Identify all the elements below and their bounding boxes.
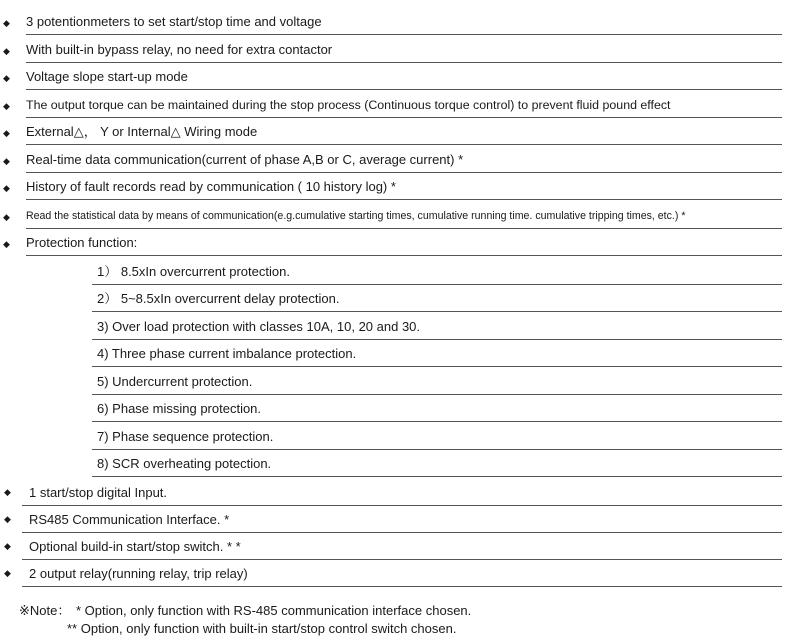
list-item xyxy=(0,566,800,593)
list-item xyxy=(0,401,800,428)
diamond-bullet-icon: ◆ xyxy=(3,128,10,138)
divider xyxy=(92,366,782,367)
list-item xyxy=(0,374,800,401)
list-item xyxy=(0,124,800,151)
diamond-bullet-icon: ◆ xyxy=(3,101,10,111)
list-item xyxy=(0,291,800,318)
diamond-bullet-icon: ◆ xyxy=(3,239,10,249)
divider xyxy=(92,449,782,450)
protection-text: 3) Over load protection with classes 10A, 10, 20 and 30. xyxy=(97,319,421,334)
feature-text: 3 potentionmeters to set start/stop time and voltage xyxy=(26,14,322,29)
divider xyxy=(92,476,782,477)
divider xyxy=(92,394,782,395)
diamond-bullet-icon: ◆ xyxy=(3,73,10,83)
note-label: ※Note： xyxy=(19,603,71,618)
divider xyxy=(92,284,782,285)
feature-text: 2 output relay(running relay, trip relay) xyxy=(29,566,248,581)
list-item xyxy=(0,42,800,69)
divider xyxy=(92,311,782,312)
divider xyxy=(26,62,782,63)
protection-text: 4) Three phase current imbalance protection. xyxy=(97,346,357,361)
list-item xyxy=(0,14,800,41)
divider xyxy=(26,34,782,35)
note-line-2: ** Option, only function with built-in start/stop control switch chosen. xyxy=(67,621,457,636)
list-item xyxy=(0,179,800,206)
divider xyxy=(26,89,782,90)
diamond-bullet-icon: ◆ xyxy=(4,514,11,524)
list-item xyxy=(0,512,800,539)
list-item xyxy=(0,208,800,235)
list-item xyxy=(0,264,800,291)
diamond-bullet-icon: ◆ xyxy=(3,46,10,56)
feature-text: Voltage slope start-up mode xyxy=(26,69,188,84)
list-item xyxy=(0,346,800,373)
divider xyxy=(26,172,782,173)
protection-text: 5) Undercurrent protection. xyxy=(97,374,253,389)
divider xyxy=(92,339,782,340)
divider xyxy=(26,144,782,145)
feature-text: RS485 Communication Interface. * xyxy=(29,512,230,527)
feature-text: With built-in bypass relay, no need for extra contactor xyxy=(26,42,333,57)
diamond-bullet-icon: ◆ xyxy=(3,156,10,166)
feature-text: External△， Y or Internal△ Wiring mode xyxy=(26,124,258,139)
diamond-bullet-icon: ◆ xyxy=(3,183,10,193)
diamond-bullet-icon: ◆ xyxy=(4,487,11,497)
list-item xyxy=(0,69,800,96)
divider xyxy=(26,228,782,229)
note-line-1: * Option, only function with RS-485 communication interface chosen. xyxy=(76,603,472,618)
protection-text: 2） 5~8.5xIn overcurrent delay protection. xyxy=(97,291,340,306)
divider xyxy=(22,532,782,533)
divider xyxy=(26,117,782,118)
feature-text: Real-time data communication(current of phase A,B or C, average current) * xyxy=(26,152,464,167)
protection-text: 1） 8.5xIn overcurrent protection. xyxy=(97,264,290,279)
divider xyxy=(22,505,782,506)
feature-text: Read the statistical data by means of communication(e.g.cumulative starting times, cumulative running time. cumulative tripping times, etc.) * xyxy=(26,210,686,222)
protection-text: 6) Phase missing protection. xyxy=(97,401,262,416)
divider xyxy=(26,255,782,256)
list-item xyxy=(0,319,800,346)
feature-text: Optional build-in start/stop switch. * * xyxy=(29,539,241,554)
divider xyxy=(22,586,782,587)
list-item xyxy=(0,152,800,179)
list-item xyxy=(0,429,800,456)
feature-text: History of fault records read by communication ( 10 history log) * xyxy=(26,179,396,194)
feature-text: The output torque can be maintained during the stop process (Continuous torque control) to prevent fluid pound effect xyxy=(26,98,671,112)
diamond-bullet-icon: ◆ xyxy=(4,541,11,551)
diamond-bullet-icon: ◆ xyxy=(3,18,10,28)
feature-text: Protection function: xyxy=(26,235,138,250)
list-item xyxy=(0,235,800,262)
feature-text: 1 start/stop digital Input. xyxy=(29,485,168,500)
divider xyxy=(26,199,782,200)
protection-text: 8) SCR overheating potection. xyxy=(97,456,272,471)
protection-text: 7) Phase sequence protection. xyxy=(97,429,274,444)
diamond-bullet-icon: ◆ xyxy=(4,568,11,578)
diamond-bullet-icon: ◆ xyxy=(3,212,10,222)
divider xyxy=(92,421,782,422)
list-item xyxy=(0,97,800,124)
list-item xyxy=(0,456,800,483)
divider xyxy=(22,559,782,560)
list-item xyxy=(0,485,800,512)
list-item xyxy=(0,539,800,566)
